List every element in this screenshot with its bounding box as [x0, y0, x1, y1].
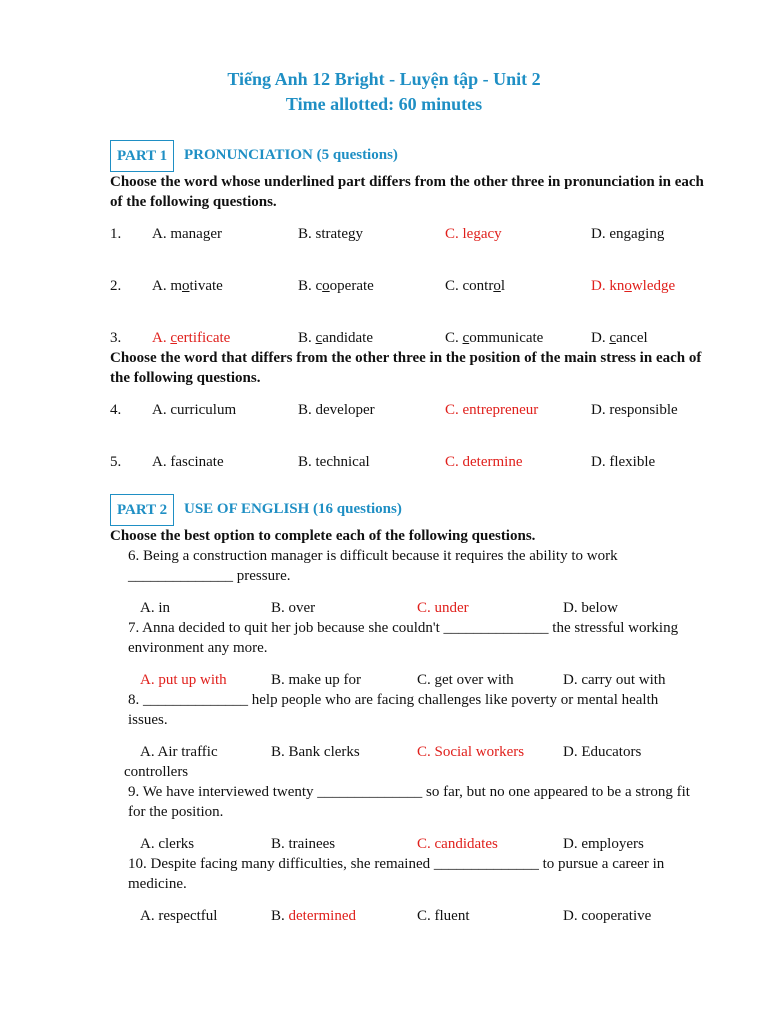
part1-instruction-stress: Choose the word that differs from the other three in the position of the main stress in each of the following questions.	[110, 350, 702, 386]
option-b[interactable]: B. make up for	[271, 672, 361, 688]
part2-title: USE OF ENGLISH (16 questions)	[184, 501, 402, 517]
question-stem: 10. Despite facing many difficulties, she remained ______________ to pursue a career in medicine.	[128, 856, 665, 892]
question-number: 1.	[110, 226, 122, 242]
question-number: 5.	[110, 454, 122, 470]
option-d-correct[interactable]: D. knowledge	[591, 278, 676, 294]
part1-title: PRONUNCIATION (5 questions)	[184, 147, 398, 163]
option-d[interactable]: D. cooperative	[563, 908, 652, 924]
option-b[interactable]: B. Bank clerks	[271, 744, 360, 760]
option-a[interactable]: A. in	[140, 600, 170, 616]
option-a[interactable]: A. fascinate	[152, 454, 224, 470]
option-b[interactable]: B. strategy	[298, 226, 363, 242]
option-c[interactable]: C. control	[445, 278, 505, 294]
option-a-correct[interactable]: A. certificate	[152, 330, 231, 346]
worksheet-title: Tiếng Anh 12 Bright - Luyện tập - Unit 2	[227, 69, 541, 89]
option-b[interactable]: B. candidate	[298, 330, 373, 346]
option-c[interactable]: C. fluent	[417, 908, 470, 924]
option-b-correct-word: determined	[288, 908, 356, 924]
part1-instruction-pronunciation: Choose the word whose underlined part differs from the other three in pronunciation in each of the following questions.	[110, 174, 704, 210]
option-c-correct[interactable]: C. entrepreneur	[445, 402, 539, 418]
question-stem: 8. ______________ help people who are facing challenges like poverty or mental health issues.	[128, 692, 659, 728]
option-c-correct[interactable]: C. candidates	[417, 836, 498, 852]
part2-instruction: Choose the best option to complete each of the following questions.	[110, 528, 536, 544]
option-d[interactable]: D. cancel	[591, 330, 648, 346]
option-d[interactable]: D. carry out with	[563, 672, 666, 688]
option-b[interactable]: B. trainees	[271, 836, 336, 852]
option-d[interactable]: D. responsible	[591, 402, 678, 418]
question-number: 3.	[110, 330, 122, 346]
option-a[interactable]: A. clerks	[140, 836, 195, 852]
option-a-correct[interactable]: A. put up with	[140, 672, 227, 688]
option-b[interactable]: B. technical	[298, 454, 370, 470]
option-c-correct[interactable]: C. legacy	[445, 226, 502, 242]
part1-label: PART 1	[110, 140, 174, 172]
option-a-continuation: controllers	[124, 764, 189, 780]
option-c-correct[interactable]: C. determine	[445, 454, 523, 470]
option-c[interactable]: C. get over with	[417, 672, 514, 688]
option-b[interactable]: B. over	[271, 600, 316, 616]
option-a[interactable]: A. respectful	[140, 908, 218, 924]
option-a[interactable]: A. manager	[152, 226, 222, 242]
question-stem: 6. Being a construction manager is difficult because it requires the ability to work ______________ pressure.	[128, 548, 618, 584]
option-c-correct[interactable]: C. under	[417, 600, 469, 616]
option-a[interactable]: A. motivate	[152, 278, 223, 294]
option-b[interactable]: B. developer	[298, 402, 375, 418]
question-stem: 7. Anna decided to quit her job because she couldn't ______________ the stressful working environment any more.	[128, 620, 679, 656]
option-a[interactable]: A. curriculum	[152, 402, 237, 418]
option-a[interactable]: A. Air traffic	[140, 744, 218, 760]
question-number: 2.	[110, 278, 122, 294]
question-stem: 9. We have interviewed twenty ______________ so far, but no one appeared to be a strong fit for the position.	[128, 784, 690, 820]
option-d[interactable]: D. below	[563, 600, 618, 616]
option-d[interactable]: D. employers	[563, 836, 644, 852]
option-d[interactable]: D. Educators	[563, 744, 642, 760]
option-b[interactable]: B. determined	[271, 908, 356, 924]
option-c[interactable]: C. communicate	[445, 330, 544, 346]
option-d[interactable]: D. engaging	[591, 226, 665, 242]
option-d[interactable]: D. flexible	[591, 454, 656, 470]
question-number: 4.	[110, 402, 122, 418]
option-c-correct[interactable]: C. Social workers	[417, 744, 525, 760]
option-b[interactable]: B. cooperate	[298, 278, 374, 294]
time-allotted: Time allotted: 60 minutes	[285, 94, 483, 114]
part2-label: PART 2	[110, 494, 174, 526]
